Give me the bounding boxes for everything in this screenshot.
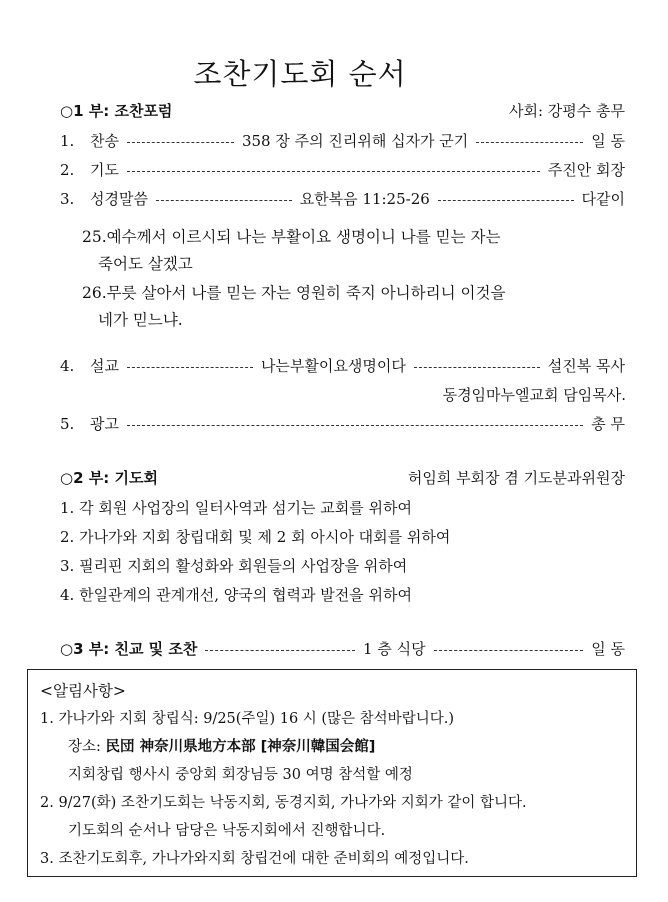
dash-leader xyxy=(414,367,540,368)
dash-leader xyxy=(205,650,355,651)
item-label: 광고 xyxy=(90,415,119,433)
dash-leader xyxy=(127,142,234,143)
program-item-hymn xyxy=(60,131,625,151)
item-value: 358 장 주의 진리위해 십자가 군기 xyxy=(241,132,469,150)
dash-leader xyxy=(127,367,253,368)
scripture-verse-25 xyxy=(82,224,602,278)
scripture-verse-26 xyxy=(82,280,602,334)
dash-leader xyxy=(438,200,574,201)
dash-leader xyxy=(156,200,292,201)
notice-line: 지회창립 행사시 중앙회 회장님등 30 여명 참석할 예정 xyxy=(68,767,413,783)
item-end: 주진안 회장 xyxy=(547,161,625,179)
item-label: 성경말씀 xyxy=(90,190,148,208)
dash-leader xyxy=(476,142,583,143)
item-number: 2. xyxy=(60,161,75,179)
verse-line: 죽어도 살겠고 xyxy=(98,255,193,273)
part3-heading: ○3 부: 친교 및 조찬 xyxy=(60,640,198,658)
dash-leader xyxy=(127,171,540,172)
dash-leader xyxy=(434,650,584,651)
item-value: 요한복음 11:25-26 xyxy=(299,190,430,208)
dash-leader xyxy=(127,425,583,426)
item-label: 찬송 xyxy=(90,132,119,150)
notice-venue xyxy=(68,737,375,757)
item-end: 총 무 xyxy=(591,415,625,433)
notices-heading: <알림사항> xyxy=(40,682,126,700)
part3-row xyxy=(60,639,625,659)
part3-value: 1 층 식당 xyxy=(363,640,426,658)
item-number: 5. xyxy=(60,415,75,433)
venue-name: 民団 神奈川県地方本部 [神奈川韓国会館] xyxy=(105,739,376,755)
part2-heading: ○2 부: 기도회 xyxy=(60,469,158,487)
notice-line: 3. 조찬기도회후, 가나가와지회 창립건에 대한 준비회의 예정입니다. xyxy=(40,851,469,867)
notice-line: 기도회의 순서나 담당은 낙동지회에서 진행합니다. xyxy=(68,823,386,839)
prayer-item: 2. 가나가와 지회 창립대회 및 제 2 회 아시아 대회를 위하여 xyxy=(60,528,451,546)
page-title: 조찬기도회 순서 xyxy=(193,57,407,91)
program-item-sermon xyxy=(60,356,625,376)
program-item-prayer xyxy=(60,160,625,180)
item-number: 4. xyxy=(60,357,75,375)
venue-label: 장소: xyxy=(68,739,106,755)
part1-header xyxy=(60,101,625,121)
item-label: 설교 xyxy=(90,357,119,375)
part3-end: 일 동 xyxy=(591,640,626,658)
prayer-item: 1. 각 회원 사업장의 일터사역과 섬기는 교회를 위하여 xyxy=(60,499,412,517)
part1-heading: ○1 부: 조찬포럼 xyxy=(60,102,173,120)
prayer-item: 4. 한일관계의 관계개선, 양국의 협력과 발전을 위하여 xyxy=(60,586,412,604)
verse-line: 26.무릇 살아서 나를 믿는 자는 영원히 죽지 아니하리니 이것을 xyxy=(82,284,506,302)
notices-box xyxy=(27,669,637,877)
preacher-affiliation: 동경임마누엘교회 담임목사. xyxy=(442,386,626,404)
part2-header xyxy=(60,468,625,488)
item-number: 1. xyxy=(60,132,75,150)
notice-line: 2. 9/27(화) 조찬기도회는 낙동지회, 동경지회, 가나가와 지회가 같이 합니다. xyxy=(40,795,527,811)
part2-leader: 허임희 부회장 겸 기도분과위원장 xyxy=(407,469,625,487)
prayer-item: 3. 필리핀 지회의 활성화와 회원들의 사업장을 위하여 xyxy=(60,557,408,575)
item-number: 3. xyxy=(60,190,75,208)
item-value: 나는부활이요생명이다 xyxy=(260,357,406,375)
item-end: 다같이 xyxy=(581,190,626,208)
item-end: 설진복 목사 xyxy=(547,357,626,375)
item-end: 일 동 xyxy=(591,132,625,150)
notice-line: 1. 가나가와 지회 창립식: 9/25(주일) 16 시 (많은 참석바랍니다.) xyxy=(40,711,454,727)
item-label: 기도 xyxy=(90,161,119,179)
verse-line: 네가 믿느냐. xyxy=(98,311,183,329)
program-item-scripture xyxy=(60,189,625,209)
program-item-announcement xyxy=(60,414,625,434)
verse-line: 25.예수께서 이르시되 나는 부활이요 생명이니 나를 믿는 자는 xyxy=(82,228,501,246)
part1-leader: 사회: 강평수 총무 xyxy=(508,102,625,120)
